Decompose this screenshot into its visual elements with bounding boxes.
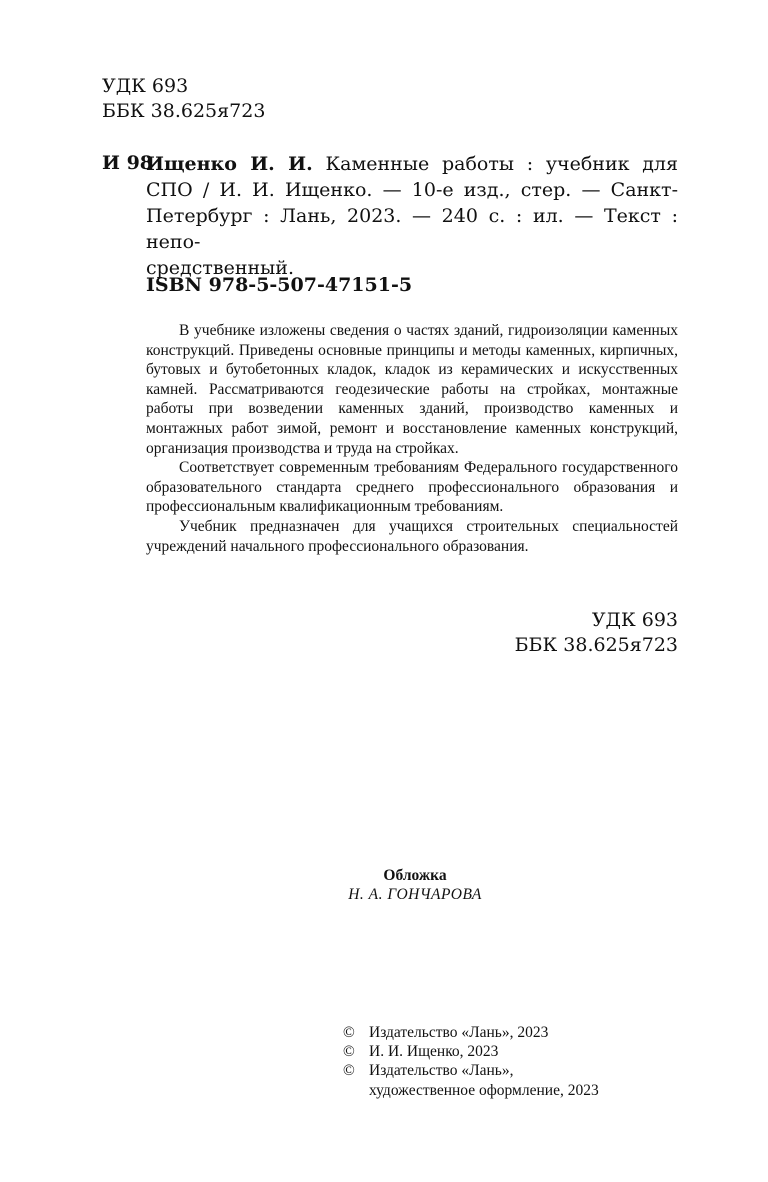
copyright-symbol: ©: [343, 1043, 355, 1061]
catalog-line-3: Петербург : Лань, 2023. — 240 с. : ил. — Текст : непо-: [146, 205, 678, 253]
author-name: Ищенко И. И.: [146, 153, 313, 175]
udk-code-footer: УДК 693: [591, 609, 678, 631]
copyright-design-publisher: Издательство «Лань»,: [369, 1062, 514, 1080]
abstract-paragraph-3: Учебник предназначен для учащихся строительных специальностей учреждений начального профессионального образования.: [146, 517, 678, 555]
copyright-symbol: ©: [343, 1024, 355, 1041]
catalog-line-1: [146, 151, 678, 177]
cover-designer: Н. А. ГОНЧАРОВА: [348, 886, 482, 903]
copyright-block: [343, 1023, 683, 1100]
copyright-symbol: ©: [343, 1062, 355, 1080]
abstract: [146, 321, 678, 556]
bbk-code: ББК 38.625я723: [102, 100, 266, 122]
udk-footer: [460, 608, 678, 658]
isbn: ISBN 978-5-507-47151-5: [146, 274, 413, 296]
copyright-design-note: художественное оформление, 2023: [369, 1081, 599, 1099]
catalog-entry: [146, 151, 678, 281]
copyright-line: [343, 1023, 683, 1042]
cover-label: Обложка: [383, 867, 447, 884]
cover-credit: [300, 866, 530, 904]
catalog-index: И 98: [102, 152, 154, 174]
catalog-line-4: средственный.: [146, 257, 294, 279]
copyright-line: [343, 1042, 683, 1061]
book-title: Каменные работы : учебник для: [325, 153, 678, 175]
copyright-publisher: Издательство «Лань», 2023: [369, 1024, 549, 1041]
copyright-line: [343, 1061, 683, 1080]
copyright-author: И. И. Ищенко, 2023: [369, 1043, 499, 1061]
udk-header: [102, 74, 265, 124]
abstract-paragraph-1: В учебнике изложены сведения о частях зданий, гидроизоляции каменных конструкций. Приведены основные принципы и методы каменных, кирпичных, бутовых и бутобетонных кладок, кладок из керамических и искусственных камней. Рассматриваются геодезические работы на стройках, монтажные работы при возведении каменных зданий, производство каменных и монтажных работ зимой, ремонт и восстановление каменных конструкций, организация производства и труда на стройках.: [146, 322, 678, 457]
abstract-paragraph-2: Соответствует современным требованиям Федерального государственного образовательного стандарта среднего профессионального образования и профессиональным квалификационным требованиям.: [146, 459, 678, 516]
catalog-line-2: СПО / И. И. Ищенко. — 10-е изд., стер. — Санкт-: [146, 179, 678, 201]
udk-code: УДК 693: [102, 75, 189, 97]
bbk-code-footer: ББК 38.625я723: [514, 634, 678, 656]
